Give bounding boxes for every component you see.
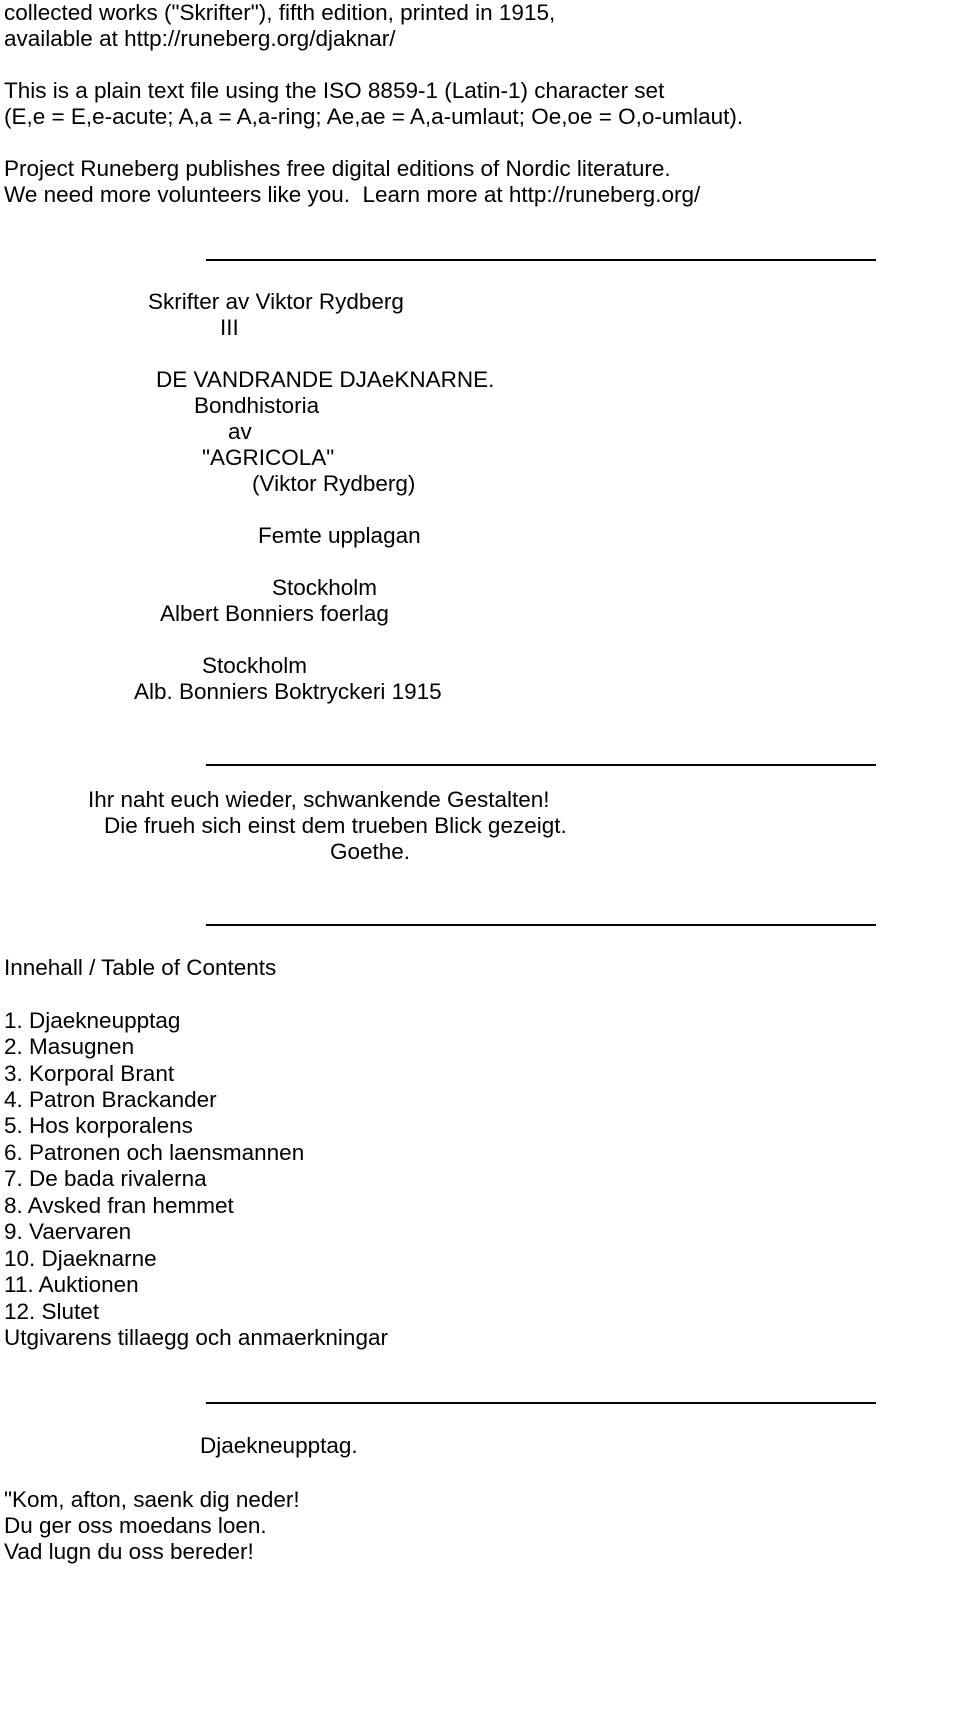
toc-appendix: Utgivarens tillaegg och anmaerkningar xyxy=(4,1325,388,1350)
publisher-city: Stockholm xyxy=(272,575,378,600)
header-line-2: available at http://runeberg.org/djaknar/ xyxy=(4,26,396,51)
chapter-line-3: Vad lugn du oss bereder! xyxy=(4,1539,254,1564)
divider-rule-4 xyxy=(206,1402,876,1404)
chapter-line-2: Du ger oss moedans loen. xyxy=(4,1513,267,1538)
toc-item: 1. Djaekneupptag xyxy=(4,1008,181,1033)
toc-item: 3. Korporal Brant xyxy=(4,1061,175,1086)
epigraph-line-2: Die frueh sich einst dem trueben Blick gezeigt. xyxy=(104,813,567,838)
epigraph-line-1: Ihr naht euch wieder, schwankende Gestalten! xyxy=(88,787,550,812)
pseudonym: "AGRICOLA" xyxy=(202,445,335,470)
toc-item: 5. Hos korporalens xyxy=(4,1113,193,1138)
header-line-4: (E,e = E,e-acute; A,a = A,a-ring; Ae,ae = A,a-umlaut; Oe,oe = O,o-umlaut). xyxy=(4,104,744,129)
toc-item: 8. Avsked fran hemmet xyxy=(4,1193,234,1218)
by-line: av xyxy=(228,419,252,444)
chapter-heading: Djaekneupptag. xyxy=(200,1433,358,1458)
header-line-5: Project Runeberg publishes free digital editions of Nordic literature. xyxy=(4,156,671,181)
toc-item: 10. Djaeknarne xyxy=(4,1246,157,1271)
header-line-6: We need more volunteers like you. Learn more at http://runeberg.org/ xyxy=(4,182,701,207)
chapter-line-1: "Kom, afton, saenk dig neder! xyxy=(4,1487,300,1512)
edition: Femte upplagan xyxy=(258,523,421,548)
toc-item: 6. Patronen och laensmannen xyxy=(4,1140,305,1165)
toc-item: 12. Slutet xyxy=(4,1299,100,1324)
toc-item: 9. Vaervaren xyxy=(4,1219,132,1244)
divider-rule-1 xyxy=(206,259,876,261)
toc-item: 2. Masugnen xyxy=(4,1034,135,1059)
printer-city: Stockholm xyxy=(202,653,308,678)
toc-heading: Innehall / Table of Contents xyxy=(4,955,277,980)
toc-item: 4. Patron Brackander xyxy=(4,1087,217,1112)
author-name: (Viktor Rydberg) xyxy=(252,471,416,496)
divider-rule-2 xyxy=(206,764,876,766)
toc-item: 7. De bada rivalerna xyxy=(4,1166,207,1191)
toc-item: 11. Auktionen xyxy=(4,1272,139,1297)
header-line-1: collected works ("Skrifter"), fifth edition, printed in 1915, xyxy=(4,0,556,25)
series-title: Skrifter av Viktor Rydberg xyxy=(148,289,404,314)
divider-rule-3 xyxy=(206,924,876,926)
book-title: DE VANDRANDE DJAeKNARNE. xyxy=(156,367,495,392)
volume-number: III xyxy=(220,315,239,340)
epigraph-attribution: Goethe. xyxy=(330,839,411,864)
printer: Alb. Bonniers Boktryckeri 1915 xyxy=(134,679,442,704)
header-line-3: This is a plain text file using the ISO 8859-1 (Latin-1) character set xyxy=(4,78,665,103)
book-subtitle: Bondhistoria xyxy=(194,393,320,418)
publisher: Albert Bonniers foerlag xyxy=(160,601,389,626)
